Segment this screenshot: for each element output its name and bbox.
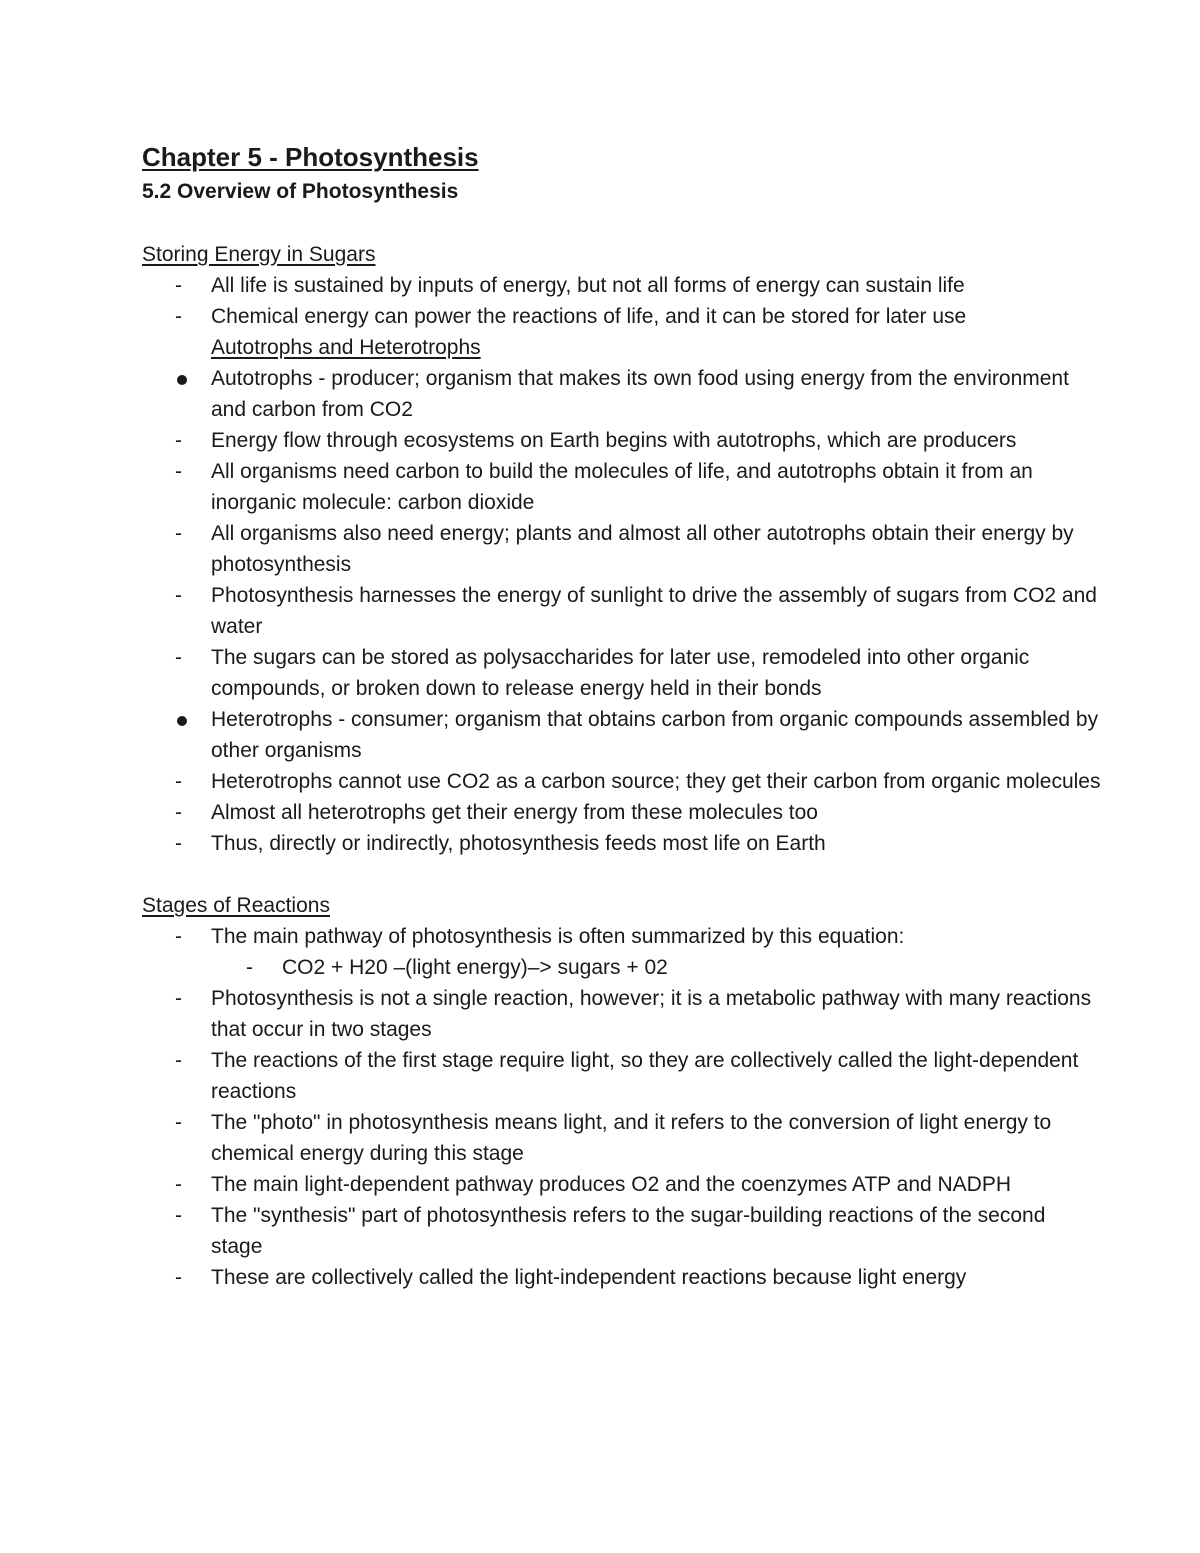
stages-list [142,921,1102,1293]
dash-marker: - [175,646,182,669]
list-item: - All life is sustained by inputs of energy, but not all forms of energy can sustain life [142,270,1102,301]
dash-marker: - [175,274,182,297]
list-item: - The "photo" in photosynthesis means light, and it refers to the conversion of light energy to chemical energy during this stage [142,1107,1102,1169]
list-item: - The "synthesis" part of photosynthesis refers to the sugar-building reactions of the second stage [142,1200,1102,1262]
list-item: Heterotrophs - consumer; organism that obtains carbon from organic compounds assembled by other organisms [142,704,1102,766]
list-item: - The main light-dependent pathway produces O2 and the coenzymes ATP and NADPH [142,1169,1102,1200]
dash-marker: - [175,1111,182,1134]
spacer [142,859,1102,890]
dash-marker: - [175,584,182,607]
chapter-title: Chapter 5 - Photosynthesis [142,142,479,172]
spacer [142,208,1102,239]
section-title: 5.2 Overview of Photosynthesis [142,180,459,203]
bullet-icon [177,375,187,385]
list-item: - The reactions of the first stage require light, so they are collectively called the light-dependent reactions [142,1045,1102,1107]
stages-section [142,890,1102,1293]
document-page [142,140,1102,1293]
list-item: - All organisms need carbon to build the molecules of life, and autotrophs obtain it from an inorganic molecule: carbon dioxide [142,456,1102,518]
list-item: - Energy flow through ecosystems on Earth begins with autotrophs, which are producers [142,425,1102,456]
list-item: - Thus, directly or indirectly, photosynthesis feeds most life on Earth [142,828,1102,859]
dash-marker: - [175,770,182,793]
dash-marker: - [175,832,182,855]
dash-marker: - [175,460,182,483]
dash-marker: - [175,1204,182,1227]
list-item: - Photosynthesis is not a single reaction, however; it is a metabolic pathway with many reactions that occur in two stages [142,983,1102,1045]
dash-marker: - [246,956,253,979]
list-item: Autotrophs - producer; organism that makes its own food using energy from the environment and carbon from CO2 [142,363,1102,425]
dash-marker: - [175,1173,182,1196]
list-item: - The sugars can be stored as polysaccharides for later use, remodeled into other organic compounds, or broken down to release energy held in their bonds [142,642,1102,704]
autotrophs-heterotrophs-subheading: Autotrophs and Heterotrophs [211,336,481,359]
stages-heading: Stages of Reactions [142,894,330,917]
list-item: - Almost all heterotrophs get their energy from these molecules too [142,797,1102,828]
storing-energy-section [142,239,1102,859]
dash-marker: - [175,305,182,328]
dash-marker: - [175,522,182,545]
dash-marker: - [175,429,182,452]
bullet-icon [177,716,187,726]
dash-marker: - [175,925,182,948]
list-item: - Chemical energy can power the reactions of life, and it can be stored for later use [142,301,1102,332]
list-item: - The main pathway of photosynthesis is often summarized by this equation: [142,921,1102,952]
dash-marker: - [175,987,182,1010]
list-item: - All organisms also need energy; plants and almost all other autotrophs obtain their energy by photosynthesis [142,518,1102,580]
list-item: - Photosynthesis harnesses the energy of sunlight to drive the assembly of sugars from CO2 and water [142,580,1102,642]
storing-energy-list [142,270,1102,859]
storing-energy-heading: Storing Energy in Sugars [142,243,376,266]
equation-item: - CO2 + H20 –(light energy)–> sugars + 02 [142,952,1102,983]
list-item: - Heterotrophs cannot use CO2 as a carbon source; they get their carbon from organic molecules [142,766,1102,797]
dash-marker: - [175,1049,182,1072]
dash-marker: - [175,801,182,824]
dash-marker: - [175,1266,182,1289]
list-item: - These are collectively called the light-independent reactions because light energy [142,1262,1102,1293]
